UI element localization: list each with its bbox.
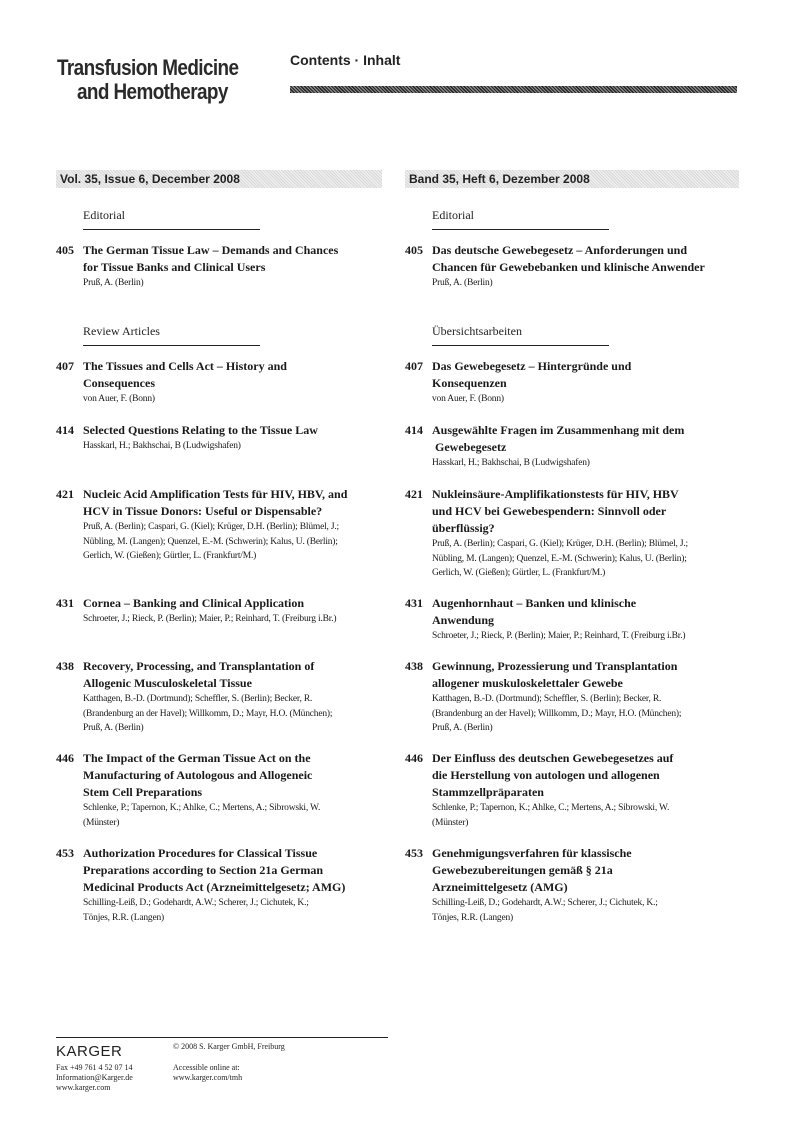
page-number: 421 (405, 487, 423, 501)
article-title (432, 750, 739, 801)
article-title (83, 595, 382, 612)
page-number: 438 (405, 659, 423, 673)
access-url[interactable]: www.karger.com/tmh (173, 1073, 243, 1082)
page-number: 431 (56, 596, 74, 610)
publisher-logo: KARGER (56, 1043, 123, 1060)
toc-entry[interactable] (405, 422, 739, 471)
page-number: 446 (56, 751, 74, 765)
section-label: Review Articles (83, 324, 160, 338)
contact-email[interactable]: Information@Karger.de (56, 1073, 133, 1082)
article-title-line: Chancen für Gewebebanken und klinische Anwender (432, 260, 705, 274)
article-authors (432, 392, 739, 407)
section-heading (83, 208, 260, 230)
authors-line: Pruß, A. (Berlin) (83, 278, 144, 288)
header-hatch-bar (290, 86, 737, 93)
article-title (432, 845, 739, 896)
article-title-line: Gewebezubereitungen gemäß § 21a (432, 863, 613, 877)
article-title (432, 358, 739, 392)
section-rule (83, 345, 260, 346)
toc-entry[interactable] (56, 422, 382, 454)
article-authors (83, 392, 382, 407)
issue-bar: Vol. 35, Issue 6, December 2008 (56, 170, 382, 188)
authors-line: Schilling-Leiß, D.; Godehardt, A.W.; Scherer, J.; Cichutek, K.; (83, 898, 309, 908)
article-title (432, 658, 739, 692)
section-rule (432, 229, 609, 230)
authors-line: Pruß, A. (Berlin) (432, 278, 493, 288)
article-title-line: Gewebegesetz (432, 440, 507, 454)
article-title-line: Arzneimittelgesetz (AMG) (432, 880, 568, 894)
authors-line: (Münster) (432, 817, 469, 828)
toc-entry[interactable] (56, 242, 382, 291)
authors-line: Schlenke, P.; Tapernon, K.; Ahlke, C.; Mertens, A.; Sibrowski, W. (432, 803, 670, 813)
authors-line: von Auer, F. (Bonn) (83, 394, 155, 404)
authors-line: Pruß, A. (Berlin) (432, 723, 493, 733)
english-column (56, 170, 382, 923)
article-title-line: Medicinal Products Act (Arzneimittelgesetz; AMG) (83, 880, 346, 894)
toc-entry[interactable] (56, 358, 382, 407)
toc-entry[interactable] (405, 358, 739, 407)
authors-line: Pruß, A. (Berlin); Caspari, G. (Kiel); Krüger, D.H. (Berlin); Blümel, J.; (432, 539, 688, 549)
authors-line: Pruß, A. (Berlin); Caspari, G. (Kiel); Krüger, D.H. (Berlin); Blümel, J.; (83, 522, 339, 532)
authors-line: Pruß, A. (Berlin) (83, 723, 144, 733)
authors-line: Tönjes, R.R. (Langen) (83, 912, 165, 923)
article-title-line: Genehmigungsverfahren für klassische (432, 846, 632, 860)
contents-title: Contents · Inhalt (290, 52, 401, 68)
article-title (83, 845, 382, 896)
article-title (432, 242, 739, 276)
authors-line: Schilling-Leiß, D.; Godehardt, A.W.; Scherer, J.; Cichutek, K.; (432, 898, 658, 908)
article-authors (432, 276, 739, 291)
article-authors (432, 896, 739, 925)
authors-line: Tönjes, R.R. (Langen) (432, 912, 514, 923)
toc-entry[interactable] (405, 658, 739, 736)
publisher-contact (56, 1063, 133, 1093)
article-title-line: The Impact of the German Tissue Act on the (83, 751, 311, 765)
page-number: 431 (405, 596, 423, 610)
page-number: 421 (56, 487, 74, 501)
article-title (83, 422, 382, 439)
contact-website[interactable]: www.karger.com (56, 1083, 111, 1092)
article-title-line: Anwendung (432, 613, 495, 627)
authors-line: Nübling, M. (Langen); Quenzel, E.-M. (Schwerin); Kalus, U. (Berlin); (432, 553, 687, 564)
page-number: 407 (405, 359, 423, 373)
article-title (432, 486, 739, 537)
article-title-line: Authorization Procedures for Classical Tissue (83, 846, 318, 860)
logo-line-1: Transfusion Medicine (57, 55, 239, 80)
article-title (83, 750, 382, 801)
authors-line: Hasskarl, H.; Bakhschai, B (Ludwigshafen) (83, 441, 241, 451)
authors-line: (Münster) (83, 817, 120, 828)
article-title-line: überflüssig? (432, 521, 495, 535)
article-authors (432, 801, 739, 830)
article-title-line: Gewinnung, Prozessierung und Transplantation (432, 659, 678, 673)
article-title-line: Selected Questions Relating to the Tissue Law (83, 423, 318, 437)
authors-line: Nübling, M. (Langen); Quenzel, E.-M. (Schwerin); Kalus, U. (Berlin); (83, 536, 338, 547)
authors-line: von Auer, F. (Bonn) (432, 394, 504, 404)
online-access (173, 1063, 242, 1083)
german-column (405, 170, 739, 923)
article-title-line: Stammzellpräparaten (432, 785, 544, 799)
issue-bar: Band 35, Heft 6, Dezember 2008 (405, 170, 739, 188)
authors-line: Gerlich, W. (Gießen); Gürtler, L. (Frankfurt/M.) (432, 568, 606, 578)
section-heading (432, 208, 609, 230)
article-title-line: The Tissues and Cells Act – History and (83, 359, 287, 373)
article-authors (432, 456, 739, 471)
article-title-line: Das deutsche Gewebegesetz – Anforderungen und (432, 243, 687, 257)
toc-entry[interactable] (56, 595, 382, 627)
toc-entry[interactable] (405, 242, 739, 291)
toc-entry[interactable] (405, 486, 739, 581)
article-title-line: Stem Cell Preparations (83, 785, 203, 799)
article-authors (83, 801, 382, 830)
article-title (83, 242, 382, 276)
authors-line: Katthagen, B.-D. (Dortmund); Scheffler, S. (Berlin); Becker, R. (432, 694, 662, 704)
authors-line: Schroeter, J.; Rieck, P. (Berlin); Maier, P.; Reinhard, T. (Freiburg i.Br.) (83, 614, 337, 624)
article-authors (83, 276, 382, 291)
article-title-line: Konsequenzen (432, 376, 507, 390)
page-number: 453 (405, 846, 423, 860)
article-authors (432, 537, 739, 581)
section-rule (83, 229, 260, 230)
article-title (432, 595, 739, 629)
article-title (83, 486, 382, 520)
article-title-line: Der Einfluss des deutschen Gewebegesetzes auf (432, 751, 674, 765)
article-title-line: Cornea – Banking and Clinical Application (83, 596, 305, 610)
page-number: 414 (405, 423, 423, 437)
authors-line: Schlenke, P.; Tapernon, K.; Ahlke, C.; Mertens, A.; Sibrowski, W. (83, 803, 321, 813)
article-title (432, 422, 739, 456)
article-title-line: Allogenic Musculoskeletal Tissue (83, 676, 252, 690)
article-title-line: Manufacturing of Autologous and Allogeneic (83, 768, 313, 782)
authors-line: Katthagen, B.-D. (Dortmund); Scheffler, S. (Berlin); Becker, R. (83, 694, 313, 704)
article-authors (432, 692, 739, 736)
access-label: Accessible online at: (173, 1063, 240, 1072)
copyright-note: © 2008 S. Karger GmbH, Freiburg (173, 1042, 285, 1051)
logo-line-2: and Hemotherapy (77, 79, 228, 104)
page-number: 405 (56, 243, 74, 257)
article-title-line: Ausgewählte Fragen im Zusammenhang mit dem (432, 423, 685, 437)
contact-fax: Fax +49 761 4 52 07 14 (56, 1063, 133, 1072)
article-title (83, 658, 382, 692)
toc-entry[interactable] (56, 486, 382, 564)
authors-line: Schroeter, J.; Rieck, P. (Berlin); Maier, P.; Reinhard, T. (Freiburg i.Br.) (432, 631, 686, 641)
page-number: 407 (56, 359, 74, 373)
article-authors (83, 612, 382, 627)
article-title-line: for Tissue Banks and Clinical Users (83, 260, 266, 274)
journal-logo (57, 56, 268, 104)
article-title-line: die Herstellung von autologen und allogenen (432, 768, 660, 782)
toc-entry[interactable] (405, 750, 739, 830)
article-title-line: HCV in Tissue Donors: Useful or Dispensable? (83, 504, 323, 518)
authors-line: Hasskarl, H.; Bakhschai, B (Ludwigshafen) (432, 458, 590, 468)
article-authors (83, 896, 382, 925)
article-title-line: Nucleic Acid Amplification Tests für HIV, HBV, and (83, 487, 348, 501)
section-heading (83, 324, 260, 346)
authors-line: (Brandenburg an der Havel); Willkomm, D.; Mayr, H.O. (München); (83, 708, 333, 719)
page-number: 414 (56, 423, 74, 437)
article-title-line: Consequences (83, 376, 156, 390)
section-heading (432, 324, 609, 346)
toc-entry[interactable] (56, 658, 382, 736)
section-label: Editorial (432, 208, 474, 222)
toc-entry[interactable] (405, 845, 739, 925)
article-title-line: Das Gewebegesetz – Hintergründe und (432, 359, 632, 373)
article-title (83, 358, 382, 392)
section-label: Übersichtsarbeiten (432, 324, 522, 338)
page-number: 438 (56, 659, 74, 673)
article-authors (83, 692, 382, 736)
article-title-line: Nukleinsäure-Amplifikationstests für HIV, HBV (432, 487, 679, 501)
toc-entry[interactable] (56, 845, 382, 925)
footer-rule (56, 1037, 388, 1038)
section-label: Editorial (83, 208, 125, 222)
article-title-line: Recovery, Processing, and Transplantation of (83, 659, 315, 673)
section-rule (432, 345, 609, 346)
article-title-line: Augenhornhaut – Banken und klinische (432, 596, 637, 610)
toc-entry[interactable] (405, 595, 739, 644)
article-title-line: allogener muskuloskelettaler Gewebe (432, 676, 623, 690)
toc-entry[interactable] (56, 750, 382, 830)
page-number: 446 (405, 751, 423, 765)
authors-line: Gerlich, W. (Gießen); Gürtler, L. (Frankfurt/M.) (83, 551, 257, 561)
article-title-line: und HCV bei Gewebespendern: Sinnvoll oder (432, 504, 667, 518)
article-title-line: Preparations according to Section 21a German (83, 863, 324, 877)
page-number: 453 (56, 846, 74, 860)
authors-line: (Brandenburg an der Havel); Willkomm, D.; Mayr, H.O. (München); (432, 708, 682, 719)
article-authors (83, 439, 382, 454)
page-number: 405 (405, 243, 423, 257)
article-title-line: The German Tissue Law – Demands and Chances (83, 243, 339, 257)
article-authors (432, 629, 739, 644)
article-authors (83, 520, 382, 564)
